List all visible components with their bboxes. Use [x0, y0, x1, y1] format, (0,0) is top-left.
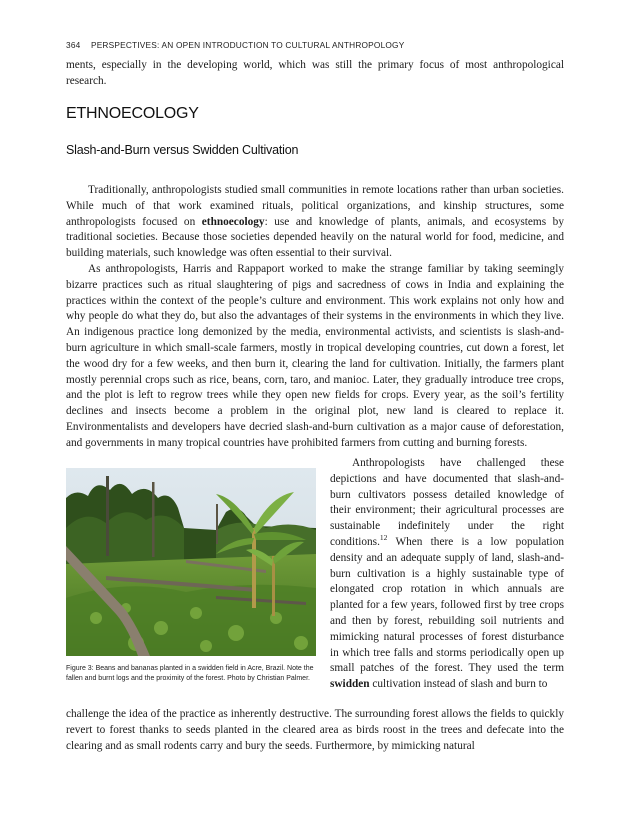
paragraph-text: Anthropologists have challenged these depictions and have documented that slash-and-burn cultivators possess detailed knowledge of their environment; their agricultural processes are sustainable indefinitely under the right conditions.	[330, 457, 564, 548]
page-number: 364	[66, 40, 81, 50]
paragraph-continuation: challenge the idea of the practice as inherently destructive. The surrounding forest allows the fields to quickly revert to forest thanks to seeds planted in the cleared area as birds roost in the trees and defecate into the clearing and as small rodents carry and bury the seeds. Furthermore, by mimicking natural	[66, 708, 564, 752]
section-subtitle: Slash-and-Burn versus Swidden Cultivation	[66, 143, 299, 157]
paragraph-text: When there is a low population density and an adequate supply of land, slash-and-burn cultivation is a highly sustainable type of elongated crop rotation in which annuals are planted for a few years, followed first by tree crops and then by forest, rebuilding soil nutrients and mimicking natural processes of forest disturbance in which tree falls and storms periodically open up small patches of the forest. They used the term	[330, 535, 564, 675]
figure-3	[66, 468, 316, 683]
right-text-column	[330, 456, 564, 693]
paragraph-anthropologists-challenged	[330, 456, 564, 693]
paragraph-ethnoecology	[66, 183, 564, 262]
paragraph-harris-rappaport: As anthropologists, Harris and Rappaport worked to make the strange familiar by taking seemingly bizarre practices such as ritual slaughtering of pigs and sacredness of cows in India and explaining the practices within the context of the people’s culture and environment. This work explains not only how and why people do what they do, but also the advantages of their systems in the environments in which they live. An indigenous practice long demonized by the media, environmental activists, and scientists is slash-and-burn agriculture in which small-scale farmers, mostly in tropical developing countries, cut down a forest, let the wood dry for a few weeks, and then burn it, clearing the land for cultivation. Initially, the farmers plant mostly perennial crops such as rice, beans, corn, taro, and manioc. Later, they gradually introduce tree crops, and the plot is left to regrow trees while they open new fields for crops. Every year, as the soil’s fertility declines and insects become a problem in the original plot, new land is cleared to replace it. Environmentalists and developers have decried slash-and-burn cultivation as a major cause of deforestation, and governments in many tropical countries have prohibited farmers from cutting and burning forests.	[66, 262, 564, 449]
figure-caption: Figure 3: Beans and bananas planted in a swidden field in Acre, Brazil. Note the fallen and burnt logs and the proximity of the forest. Photo by Christian Palmer.	[66, 665, 314, 682]
key-term-ethnoecology: ethnoecology	[201, 215, 265, 228]
paragraph-text: Traditionally, anthropologists studied small communities in remote locations rather than urban societies. While much of that work examined rituals, political organizations, and kinship structures, some anthropologists focused on	[66, 184, 564, 228]
paragraph-text: cultivation instead of slash and burn to	[369, 678, 548, 691]
intro-paragraph: ments, especially in the developing world, which was still the primary focus of most anthropological research.	[66, 59, 564, 87]
running-title: PERSPECTIVES: AN OPEN INTRODUCTION TO CULTURAL ANTHROPOLOGY	[90, 40, 405, 50]
running-header	[66, 40, 566, 50]
key-term-swidden: swidden	[330, 678, 370, 691]
paragraph-text: : use and knowledge of plants, animals, and ecosystems by traditional societies. Because those societies depended heavily on the natural world for food, medicine, and building materials, such knowledge was often essential to their survival.	[66, 215, 564, 260]
footnote-marker[interactable]: 12	[379, 533, 388, 543]
main-text-block	[66, 183, 564, 452]
swidden-field-photo	[66, 468, 316, 656]
section-title: ETHNOECOLOGY	[66, 105, 199, 122]
